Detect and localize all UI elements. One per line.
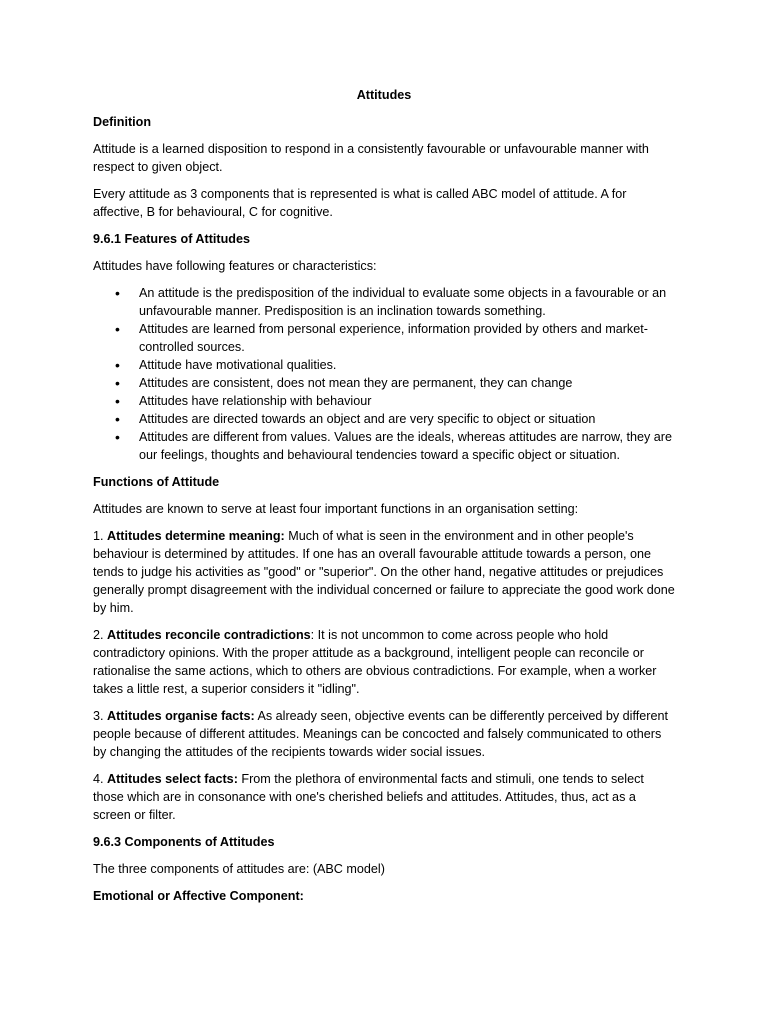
function-text: Much of what is seen in the environment and in other people's behaviour is determined by attitudes. If one has an overall favourable attitude towards a person, one tends to judge his activities as "good" or "superior". On the other hand, negative attitudes or prejudices generally prompt disagreement with the individual concerned or failure to appreciate the good work done by him.	[93, 529, 675, 615]
function-number: 3.	[93, 709, 104, 723]
list-item: • Attitudes have relationship with behaviour	[139, 392, 675, 410]
function-lead: Attitudes select facts:	[107, 772, 238, 786]
function-lead: Attitudes reconcile contradictions	[107, 628, 311, 642]
components-intro: The three components of attitudes are: (ABC model)	[93, 862, 385, 876]
list-item: • Attitudes are learned from personal experience, information provided by others and market-controlled sources.	[139, 320, 675, 356]
function-item-4	[93, 770, 675, 824]
features-intro: Attitudes have following features or characteristics:	[93, 259, 377, 273]
list-item: • Attitudes are different from values. Values are the ideals, whereas attitudes are narrow, they are our feelings, thoughts and behavioural tendencies toward a specific object or situation.	[139, 428, 675, 464]
list-item: • An attitude is the predisposition of the individual to evaluate some objects in a favourable or an unfavourable manner. Predisposition is an inclination towards something.	[139, 284, 675, 320]
list-item: • Attitude have motivational qualities.	[139, 356, 675, 374]
function-number: 2.	[93, 628, 104, 642]
affective-component-heading: Emotional or Affective Component:	[93, 889, 304, 903]
features-list	[93, 284, 675, 464]
function-number: 4.	[93, 772, 104, 786]
function-item-2	[93, 626, 675, 698]
function-lead: Attitudes determine meaning:	[107, 529, 285, 543]
function-text: From the plethora of environmental facts and stimuli, one tends to select those which are in consonance with one's cherished beliefs and attitudes. Attitudes, thus, act as a screen or filter.	[93, 772, 644, 822]
definition-heading: Definition	[93, 115, 152, 129]
functions-heading: Functions of Attitude	[93, 475, 220, 489]
function-item-3	[93, 707, 675, 761]
function-text: As already seen, objective events can be differently perceived by different people because of different attitudes. Meanings can be concocted and falsely communicated to others by changing the attitudes of the recipients towards wider social issues.	[93, 709, 668, 759]
features-heading: 9.6.1 Features of Attitudes	[93, 232, 250, 246]
definition-paragraph: Attitude is a learned disposition to respond in a consistently favourable or unfavourable manner with respect to given object.	[93, 142, 649, 174]
function-lead: Attitudes organise facts:	[107, 709, 255, 723]
components-heading: 9.6.3 Components of Attitudes	[93, 835, 275, 849]
document-title: Attitudes	[356, 88, 412, 102]
functions-intro: Attitudes are known to serve at least four important functions in an organisation setting:	[93, 502, 579, 516]
list-item: • Attitudes are consistent, does not mean they are permanent, they can change	[139, 374, 675, 392]
function-text: : It is not uncommon to come across people who hold contradictory opinions. With the proper attitude as a background, intelligent people can reconcile or rationalise the same actions, which to others are obvious contradictions. For example, when a worker takes a little rest, a superior considers it "idling".	[93, 628, 657, 696]
list-item: • Attitudes are directed towards an object and are very specific to object or situation	[139, 410, 675, 428]
abc-model-paragraph: Every attitude as 3 components that is represented is what is called ABC model of attitude. A for affective, B for behavioural, C for cognitive.	[93, 187, 627, 219]
function-number: 1.	[93, 529, 104, 543]
function-item-1	[93, 527, 675, 617]
